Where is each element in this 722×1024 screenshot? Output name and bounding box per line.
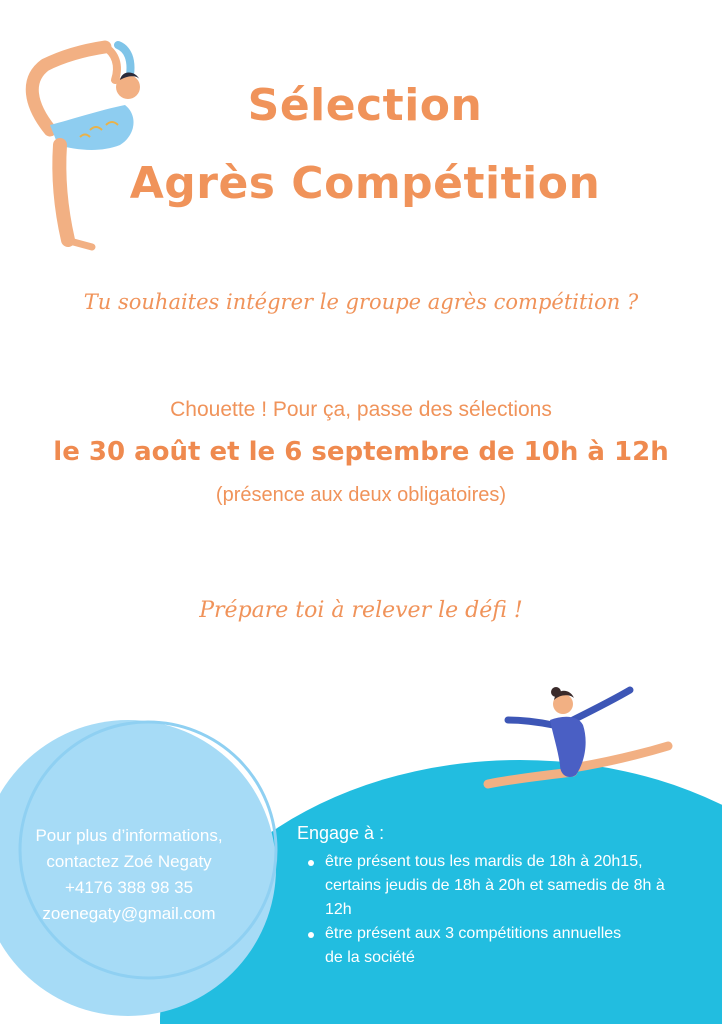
- title-line-1: Sélection: [247, 80, 483, 131]
- engage-list: [297, 850, 697, 970]
- question-text: Tu souhaites intégrer le groupe agrès compétition ?: [83, 290, 639, 314]
- engage-heading: Engage à :: [297, 823, 385, 843]
- contact-line-1: Pour plus d’informations,: [35, 826, 223, 845]
- intro-text: Chouette ! Pour ça, passe des sélections: [170, 398, 552, 421]
- contact-email: zoenegaty@gmail.com: [42, 904, 216, 923]
- engage-item: être présent aux 3 compétitions annuelles de la société: [297, 922, 625, 970]
- contact-phone: +4176 388 98 35: [64, 878, 194, 897]
- gymnast-stretch-icon: [20, 35, 155, 255]
- engage-item: être présent tous les mardis de 18h à 20h15, certains jeudis de 18h à 20h et samedis de 8h à 12h: [297, 850, 670, 922]
- title-line-2: Agrès Compétition: [129, 158, 601, 209]
- dates-text: le 30 août et le 6 septembre de 10h à 12h: [53, 437, 669, 467]
- challenge-text: Prépare toi à relever le défi !: [199, 598, 523, 623]
- contact-block: [4, 823, 254, 927]
- presence-text: (présence aux deux obligatoires): [215, 484, 507, 506]
- engage-block: [297, 823, 697, 970]
- gymnast-leap-icon: [478, 680, 678, 790]
- contact-line-2: contactez Zoé Negaty: [46, 852, 212, 871]
